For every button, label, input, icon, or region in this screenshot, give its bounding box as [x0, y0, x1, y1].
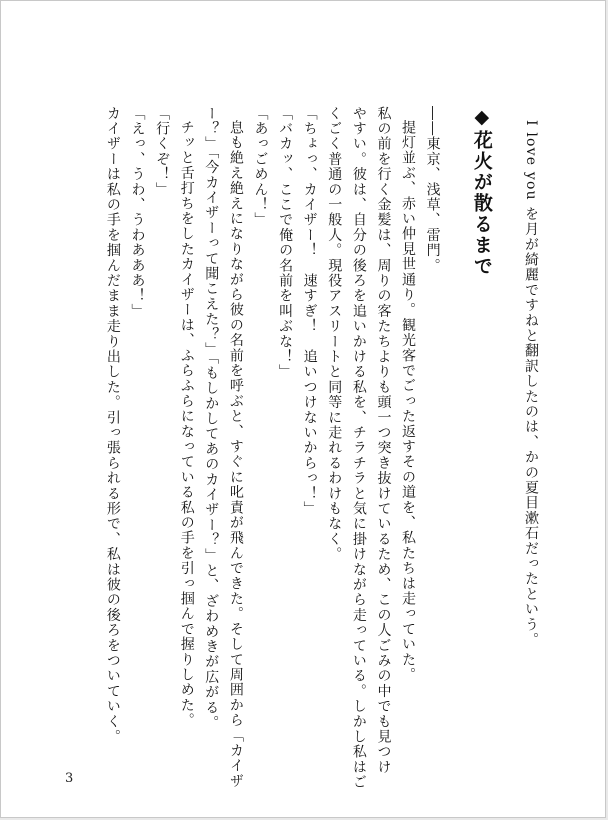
body-line-1: I love you を月が綺麗ですねと翻訳したのは、かの夏目漱石だったという。	[523, 120, 539, 648]
blank-line	[445, 106, 470, 746]
dialogue-line-12: 「あっごめん！」	[252, 106, 269, 228]
body-line-18: カイザーは私の手を掴んだまま走り出した。引っ張られる形で、私は彼の後ろをついていく。	[104, 106, 121, 745]
body-line-15: チッと舌打ちをしたカイザーは、ふらふらになっている私の手を引っ掴んで握りしめた。	[178, 120, 195, 729]
blank-line	[494, 106, 519, 746]
dialogue-line-17: 「えっ、うわ、うわあああ！」	[129, 106, 146, 319]
body-line-8: やすい。彼は、自分の後ろを追いかける私を、チラチラと気に掛けながら走っている。しかし私はご	[350, 106, 367, 790]
vertical-text-body	[85, 106, 543, 790]
body-line-9: くごく普通の一般人。現役アスリートと同等に走れるわけもなく。	[326, 106, 343, 562]
body-line-13: 息も絶え絶えになりながら彼の名前を呼ぶと、すぐに叱責が飛んできた。そして周囲から「カイザ	[227, 120, 244, 789]
section-heading: ◆花火が散るまで	[470, 106, 493, 277]
body-line-7: 私の前を行く金髪は、周りの客たちよりも頭一つ突き抜けているため、この人ごみの中でも見つけ	[375, 106, 392, 775]
dialogue-line-11: 「バカッ、ここで俺の名前を叫ぶな！」	[277, 106, 294, 380]
dialogue-line-10: 「ちょっ、カイザー！ 速すぎ！ 追いつけないからっ！」	[301, 106, 318, 517]
body-line-5: ――東京、浅草、雷門。	[424, 106, 441, 274]
body-line-14: ー？」「今カイザーって聞こえた？」「もしかしてあのカイザー？」と、ざわめきが広がる。	[203, 106, 220, 731]
dialogue-line-16: 「行くぞ！」	[154, 106, 171, 198]
body-line-6: 提灯並ぶ、赤い仲見世通り。観光客でごった返すその道を、私たちは走っていた。	[400, 120, 417, 683]
page-number: 3	[65, 771, 74, 786]
